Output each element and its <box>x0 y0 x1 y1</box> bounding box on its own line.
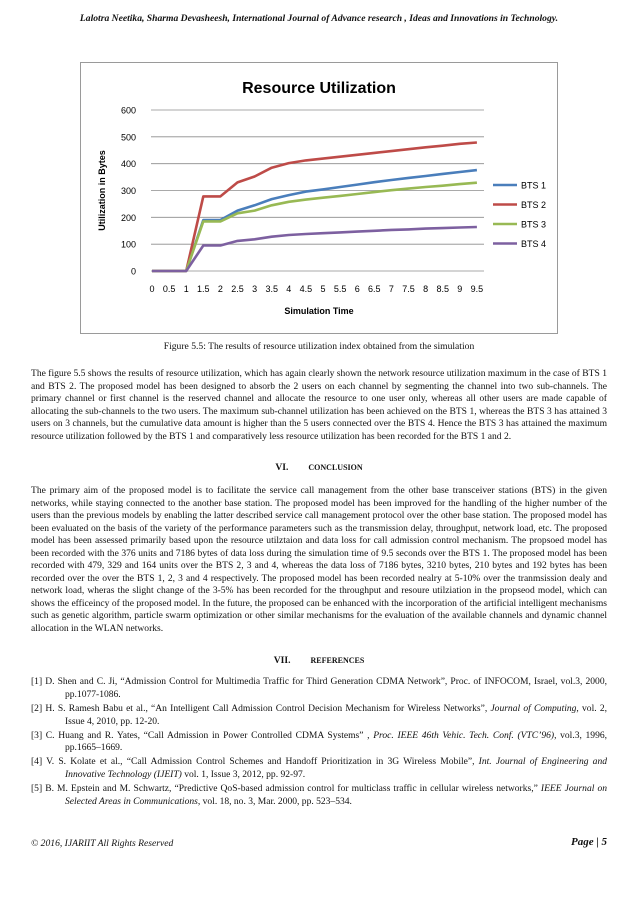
x-tick-label: 4 <box>286 284 292 294</box>
reference-item: [5] B. M. Epstein and M. Schwartz, “Predictive QoS-based admission control for multiclass traffic in cellular wireless networks,” IEEE Journal on Selected Areas in Communications, vol. 18, no. 3, Mar. 2000, pp. 523–534. <box>31 783 607 807</box>
x-tick-label: 0 <box>149 284 155 294</box>
copyright-notice: © 2016, IJARIIT All Rights Reserved <box>31 838 174 849</box>
x-tick-label: 7.5 <box>402 284 415 294</box>
x-tick-label: 2 <box>217 284 223 294</box>
reference-item: [4] V. S. Kolate et al., “Call Admission Control Schemes and Handoff Prioritization in 3G Wireless Mobile”, Int. Journal of Engineering and Innovative Technology (IJEIT) vol. 1, Issue 3, 2012, pp. 92-97. <box>31 756 607 781</box>
x-tick-label: 5 <box>320 284 326 294</box>
running-header: Lalotra Neetika, Sharma Devasheesh, International Journal of Advance research , Ideas and Innovations in Technology. <box>79 13 559 24</box>
x-tick-label: 6.5 <box>368 284 381 294</box>
x-tick-label: 7 <box>388 284 394 294</box>
y-tick-label: 300 <box>120 186 136 196</box>
conclusion-heading <box>0 462 638 473</box>
y-tick-label: 0 <box>130 266 136 277</box>
y-tick-label: 600 <box>120 105 136 116</box>
reference-list <box>31 676 607 810</box>
y-axis-label: Utilization in Bytes <box>97 150 107 231</box>
x-tick-label: 0.5 <box>162 284 176 294</box>
series-line-bts-1 <box>152 170 477 271</box>
x-tick-label: 9.5 <box>470 284 484 294</box>
chart-title: Resource Utilization <box>242 80 396 97</box>
conclusion-number: VI. <box>275 462 289 473</box>
x-tick-label: 3.5 <box>265 284 278 294</box>
references-heading <box>0 655 638 666</box>
legend-label: BTS 1 <box>521 180 547 191</box>
x-tick-label: 1.5 <box>197 284 210 294</box>
conclusion-title: CONCLUSION <box>308 463 363 472</box>
references-title: REFERENCES <box>310 656 365 665</box>
y-tick-label: 200 <box>120 212 136 223</box>
legend-label: BTS 3 <box>521 219 547 230</box>
legend-label: BTS 2 <box>521 200 547 210</box>
conclusion-paragraph: The primary aim of the proposed model is to facilitate the service call management from the other base transceiver stations (BTS) in the given networks, while staying connected to the another base station. The proposed model has been improved for the handling of the higher number of the users than the previous models by enabling the latter described service call management protocol over the other base station. The proposed model has been evaluated on the basis of the variety of the performance parameters such as the transmission delay, throughput, network load, etc. The proposed model has been assessed primarily based upon the resource utilztaion and data loss for call admission control mechanism. The propsoed model has been recorded with the 376 units and 7186 bytes of data loss during the simulation time of 9.5 seconds over the BTS 1. The proposed model has been recorded with 479, 329 and 164 units over the BTS 2, 3 and 4, whereas the data loss of 7186 bytes, 3210 bytes, 210 bytes and 192 bytes has been recorded over the over the BTS 1, 2, 3 and 4 respectively. The proposed model has been recorded nealry at 5-10% over the tranmsission dealy and network load, wheras the slight change of the 3-5% has been recorded for the throughput and resoure utilziation in the propseod model, which can shows the efficeincy of the proposed model. In the future, the proposed can be enhanced with the incorporation of the artificial intelligent mechanisms such as genetic algorithm, particle swarm optimization or other similar mechanisms for the evaluation of the available channels and dynamic channel allocation in the WLAN networks. <box>31 485 607 635</box>
legend-label: BTS 4 <box>521 239 547 249</box>
y-tick-label: 500 <box>120 132 136 143</box>
reference-item: [2] H. S. Ramesh Babu et al., “An Intelligent Call Admission Control Decision Mechanism for Wireless Networks”, Journal of Computing, vol. 2, Issue 4, 2010, pp. 12-20. <box>31 702 607 727</box>
series-line-bts-2 <box>152 143 477 272</box>
chart-canvas <box>81 63 557 333</box>
x-tick-label: 2.5 <box>231 284 244 294</box>
resource-utilization-chart <box>80 62 558 334</box>
reference-item: [3] C. Huang and R. Yates, “Call Admission in Power Controlled CDMA Systems” , Proc. IEEE 46th Vehic. Tech. Conf. (VTC’96), vol.3, 1996, pp.1665–1669. <box>31 729 608 754</box>
figure-caption: Figure 5.5: The results of resource utilization index obtained from the simulation <box>163 341 475 352</box>
x-tick-label: 1 <box>183 284 189 294</box>
x-tick-label: 4.5 <box>299 284 313 294</box>
x-axis-label: Simulation Time <box>284 306 354 316</box>
results-paragraph: The figure 5.5 shows the results of resource utilization, which has again clearly shown the network resource utilization maximum in the case of BTS 1 and BTS 2. The proposed model has been designed to absorb the 2 users on each channel by segmenting the channel into two sub-channels. The primary channel or first channel is the reserved channel and allocate the resource to one user only, whereas all other users are made capable of allocating the sub-channels to the two users. The maximum sub-channel utilization has been achieved on the BTS 1, whereas the BTS 3 has attained 3 users on 3 channels, but the cumulative data amount is higher than the 5 users connected over the BTS 4. Hence the BTS 3 has attained the maximum resource utilization followed by the BTS 1 and comparatively less resource utilization has been recorded for the BTS 1 and 2. <box>31 368 607 442</box>
x-tick-label: 5.5 <box>333 284 347 294</box>
y-tick-label: 400 <box>120 159 136 170</box>
references-number: VII. <box>273 655 291 666</box>
x-tick-label: 3 <box>252 284 258 294</box>
reference-item: [1] D. Shen and C. Ji, “Admission Control for Multimedia Traffic for Third Generation CDMA Network”, Proc. of INFOCOM, Israel, vol.3, 2000, pp.1077-1086. <box>31 676 607 700</box>
x-tick-label: 8.5 <box>436 284 449 294</box>
x-tick-label: 8 <box>423 284 429 294</box>
series-line-bts-4 <box>152 227 477 271</box>
x-tick-label: 6 <box>354 284 360 294</box>
series-line-bts-3 <box>152 183 477 271</box>
page-number: Page | 5 <box>570 836 607 848</box>
x-tick-label: 9 <box>457 284 463 294</box>
y-tick-label: 100 <box>120 239 136 250</box>
